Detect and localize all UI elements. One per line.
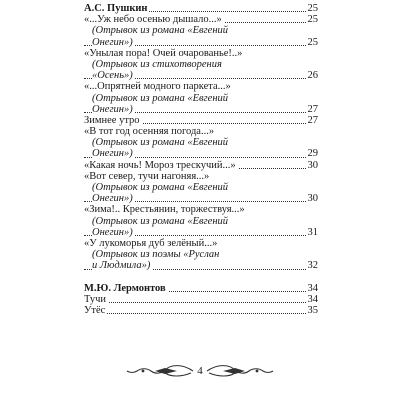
toc-subtitle	[84, 25, 318, 36]
section-gap	[84, 272, 318, 283]
page-ref: 27	[307, 114, 318, 126]
entry-title: «У лукоморья дуб зелёный...»	[84, 237, 218, 249]
toc-author-line	[84, 283, 318, 294]
toc-entry	[84, 305, 318, 316]
author-name: М.Ю. Лермонтов	[84, 282, 166, 294]
toc-subtitle	[84, 216, 318, 227]
toc-subtitle	[84, 182, 318, 193]
page-ref: 30	[307, 193, 318, 205]
toc-entry	[84, 81, 318, 92]
toc-author-line	[84, 3, 318, 14]
entry-subtitle: Онегин»)	[92, 148, 133, 160]
toc-subtitle	[84, 137, 318, 148]
page-number: 4	[197, 365, 203, 377]
page-ref: 27	[307, 103, 318, 115]
entry-subtitle: (Отрывок из романа «Евгений	[92, 92, 229, 104]
entry-title: «...Уж небо осенью дышало...»	[84, 14, 222, 26]
toc-subtitle	[84, 59, 318, 70]
entry-title: «Вот север, тучи нагоняя...»	[84, 170, 210, 182]
toc-subtitle	[84, 193, 318, 204]
entry-subtitle: Онегин»)	[92, 193, 133, 205]
toc-entry	[84, 171, 318, 182]
entry-title: Тучи	[84, 293, 107, 305]
entry-subtitle: и Людмила»)	[92, 260, 151, 272]
dot-leader	[84, 302, 318, 303]
toc-entry	[84, 160, 318, 171]
toc-subtitle	[84, 70, 318, 81]
toc-entry	[84, 14, 318, 25]
toc-entry	[84, 48, 318, 59]
entry-subtitle: Онегин»)	[92, 36, 133, 48]
entry-title: «Какая ночь! Мороз трескучий...»	[84, 159, 236, 171]
toc-entry	[84, 126, 318, 137]
dot-leader	[84, 313, 318, 314]
entry-title: «В тот год осенняя погода...»	[84, 126, 215, 138]
entry-title: Зимнее утро	[84, 114, 140, 126]
entry-title: Утёс	[84, 305, 106, 317]
page-ref: 32	[307, 260, 318, 272]
entry-subtitle: Онегин»)	[92, 226, 133, 238]
page-ref: 25	[307, 36, 318, 48]
entry-subtitle: «Осень»)	[92, 70, 133, 82]
entry-subtitle: (Отрывок из романа «Евгений	[92, 182, 229, 193]
entry-subtitle: (Отрывок из стихотворения	[92, 58, 222, 70]
entry-subtitle: (Отрывок из романа «Евгений	[92, 137, 229, 149]
page-ref: 25	[307, 3, 318, 14]
page-ref: 26	[307, 70, 318, 82]
entry-subtitle: (Отрывок из романа «Евгений	[92, 215, 229, 227]
toc-entry	[84, 238, 318, 249]
page-ref: 30	[307, 159, 318, 171]
author-name: А.С. Пушкин	[84, 3, 148, 14]
page-ref: 34	[307, 282, 318, 294]
page-ref: 25	[307, 14, 318, 26]
page-ref: 35	[307, 305, 318, 317]
entry-title: «...Опрятней модного паркета...»	[84, 81, 231, 93]
toc-subtitle	[84, 260, 318, 271]
toc-subtitle	[84, 227, 318, 238]
table-of-contents	[84, 3, 318, 316]
toc-subtitle	[84, 148, 318, 159]
toc-subtitle	[84, 93, 318, 104]
page-ref: 31	[307, 226, 318, 238]
toc-entry	[84, 115, 318, 126]
toc-subtitle	[84, 37, 318, 48]
entry-title: «Зима!.. Крестьянин, торжествуя...»	[84, 204, 245, 216]
page-ref: 34	[307, 293, 318, 305]
entry-title: «Унылая пора! Очей очарованье!..»	[84, 47, 243, 59]
toc-subtitle	[84, 249, 318, 260]
page-ref: 29	[307, 148, 318, 160]
toc-entry	[84, 204, 318, 215]
footer-ornament	[125, 362, 275, 380]
entry-subtitle: Онегин»)	[92, 103, 133, 115]
toc-subtitle	[84, 104, 318, 115]
toc-entry	[84, 294, 318, 305]
entry-subtitle: (Отрывок из поэмы «Руслан	[92, 249, 220, 261]
entry-subtitle: (Отрывок из романа «Евгений	[92, 25, 229, 37]
